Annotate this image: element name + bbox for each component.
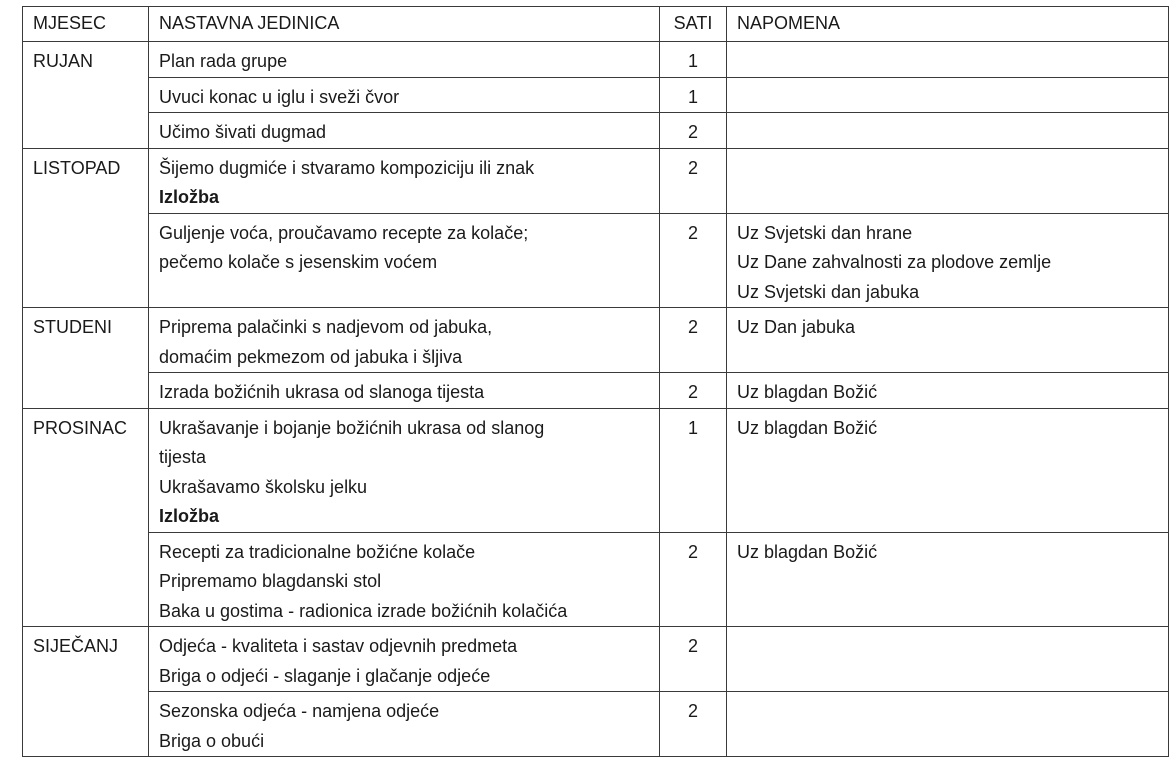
unit-line: domaćim pekmezom od jabuka i šljiva <box>159 346 463 367</box>
table-row <box>23 373 1169 409</box>
unit-cell <box>149 627 660 692</box>
unit-cell <box>149 408 660 532</box>
unit-line: Briga o obući <box>159 730 265 751</box>
month-cell <box>23 308 149 409</box>
month-cell <box>23 627 149 757</box>
month-label: STUDENI <box>33 317 113 337</box>
hours-cell: 2 <box>660 148 727 213</box>
unit-line: Recepti za tradicionalne božićne kolače <box>159 541 476 562</box>
unit-line: Ukrašavanje i bojanje božićnih ukrasa od slanog <box>159 417 545 438</box>
header-month: MJESEC <box>23 7 149 42</box>
note-cell <box>727 42 1169 78</box>
unit-cell <box>149 532 660 627</box>
hours-cell: 2 <box>660 213 727 308</box>
note-cell <box>727 308 1169 373</box>
month-label: LISTOPAD <box>33 157 121 178</box>
hours-cell: 2 <box>660 692 727 757</box>
unit-line: Odjeća - kvaliteta i sastav odjevnih predmeta <box>159 636 518 656</box>
hours-cell: 1 <box>660 77 727 113</box>
note-line: Uz Svjetski dan hrane <box>737 222 913 243</box>
note-line: Uz blagdan Božić <box>737 417 878 438</box>
header-unit: NASTAVNA JEDINICA <box>149 7 660 42</box>
unit-cell <box>149 308 660 373</box>
note-line: Uz blagdan Božić <box>737 382 878 402</box>
month-label: PROSINAC <box>33 417 128 438</box>
unit-line: tijesta <box>159 447 207 467</box>
header-hours: SATI <box>660 7 727 42</box>
table-row <box>23 627 1169 692</box>
note-cell <box>727 627 1169 692</box>
unit-line: pečemo kolače s jesenskim voćem <box>159 252 438 272</box>
unit-cell <box>149 692 660 757</box>
note-line: Uz Svjetski dan jabuka <box>737 281 920 302</box>
unit-cell <box>149 42 660 78</box>
month-label: RUJAN <box>33 51 94 71</box>
unit-line: Pripremamo blagdanski stol <box>159 571 382 591</box>
note-cell <box>727 408 1169 532</box>
hours-cell: 2 <box>660 532 727 627</box>
unit-line: Baka u gostima - radionica izrade božićnih kolačića <box>159 600 568 621</box>
header-row <box>23 7 1169 42</box>
unit-line: Briga o odjeći - slaganje i glačanje odjeće <box>159 665 491 686</box>
unit-line: Uvuci konac u iglu i sveži čvor <box>159 86 400 107</box>
month-cell <box>23 148 149 308</box>
unit-line: Priprema palačinki s nadjevom od jabuka, <box>159 317 493 337</box>
note-cell <box>727 77 1169 113</box>
note-cell <box>727 692 1169 757</box>
exhibition-label: Izložba <box>159 187 220 207</box>
curriculum-table <box>22 6 1169 757</box>
unit-cell <box>149 148 660 213</box>
hours-cell: 1 <box>660 42 727 78</box>
hours-cell: 1 <box>660 408 727 532</box>
note-cell <box>727 113 1169 149</box>
unit-line: Plan rada grupe <box>159 51 288 71</box>
note-cell <box>727 213 1169 308</box>
exhibition-label: Izložba <box>159 506 220 526</box>
month-label: SIJEČANJ <box>33 636 119 656</box>
table-row <box>23 42 1169 78</box>
hours-cell: 2 <box>660 373 727 409</box>
table-row <box>23 113 1169 149</box>
unit-line: Guljenje voća, proučavamo recepte za kolače; <box>159 222 529 243</box>
note-cell <box>727 373 1169 409</box>
unit-cell <box>149 77 660 113</box>
hours-cell: 2 <box>660 113 727 149</box>
table-row <box>23 213 1169 308</box>
table-row <box>23 408 1169 532</box>
note-line: Uz blagdan Božić <box>737 541 878 562</box>
table-row <box>23 692 1169 757</box>
month-cell <box>23 42 149 149</box>
table-row <box>23 77 1169 113</box>
table-row <box>23 308 1169 373</box>
table-row <box>23 148 1169 213</box>
table-row <box>23 532 1169 627</box>
unit-line: Šijemo dugmiće i stvaramo kompoziciju ili znak <box>159 157 535 178</box>
unit-line: Sezonska odjeća - namjena odjeće <box>159 701 440 721</box>
unit-cell <box>149 213 660 308</box>
unit-cell <box>149 373 660 409</box>
hours-cell: 2 <box>660 308 727 373</box>
note-cell <box>727 532 1169 627</box>
unit-line: Izrada božićnih ukrasa od slanoga tijesta <box>159 382 485 402</box>
header-note: NAPOMENA <box>727 7 1169 42</box>
month-cell <box>23 408 149 627</box>
hours-cell: 2 <box>660 627 727 692</box>
unit-cell <box>149 113 660 149</box>
note-line: Uz Dan jabuka <box>737 317 856 337</box>
unit-line: Ukrašavamo školsku jelku <box>159 476 368 497</box>
unit-line: Učimo šivati dugmad <box>159 122 327 142</box>
note-line: Uz Dane zahvalnosti za plodove zemlje <box>737 252 1052 272</box>
note-cell <box>727 148 1169 213</box>
